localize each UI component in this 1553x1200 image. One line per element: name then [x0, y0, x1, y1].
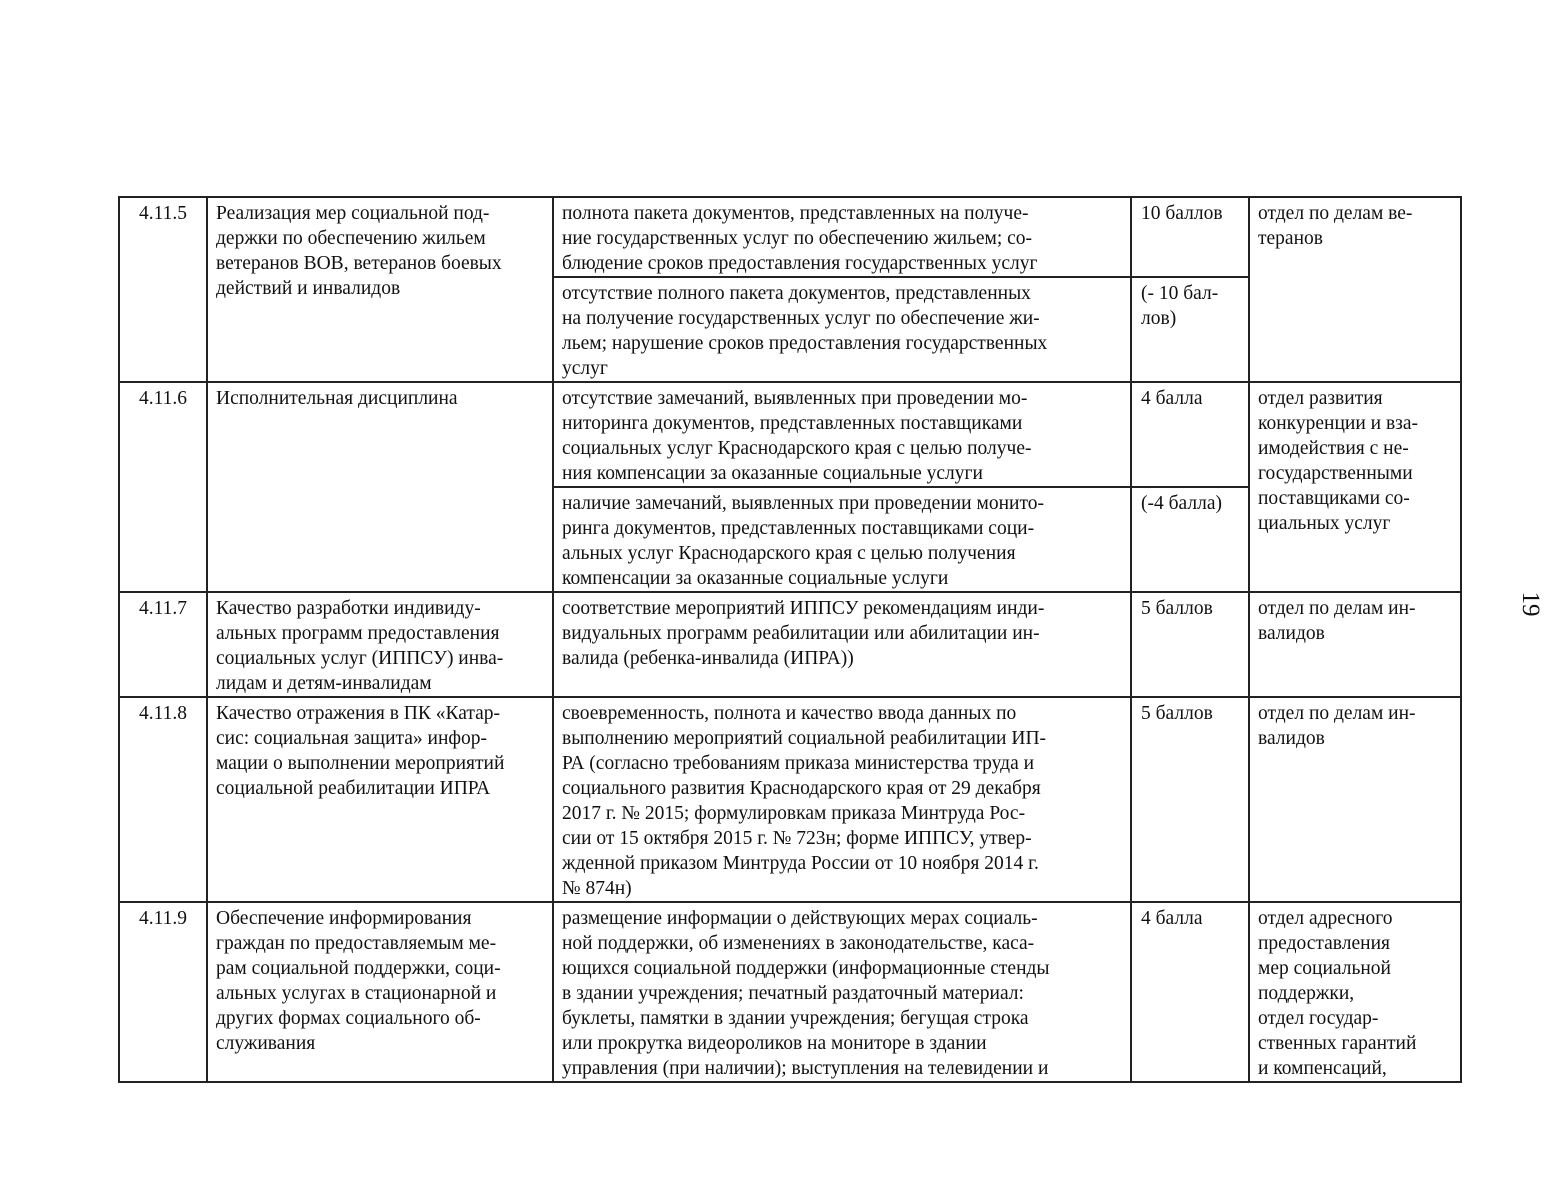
row-responsible: отдел развития конкуренции и вза- имодействия с не- государственными поставщиками со- циальных услуг: [1249, 382, 1461, 592]
row-responsible: отдел по делам ве- теранов: [1249, 197, 1461, 382]
row-points: 5 баллов: [1131, 592, 1249, 697]
row-criterion: полнота пакета документов, представленных на получе- ние государственных услуг по обеспечению жильем; со- блюдение сроков предоставления государственных услуг: [553, 197, 1131, 277]
row-points: (-4 балла): [1131, 487, 1249, 592]
row-indicator-name: Реализация мер социальной под- держки по обеспечению жильем ветеранов ВОВ, ветеранов боевых действий и инвалидов: [207, 197, 553, 382]
table-row: [119, 197, 1461, 277]
row-points: 10 баллов: [1131, 197, 1249, 277]
row-criterion: своевременность, полнота и качество ввода данных по выполнению мероприятий социальной реабилитации ИП- РА (согласно требованиям приказа министерства труда и социального развития Краснодарского края от 29 декабря 2017 г. № 2015; формулировкам приказа Минтруда Рос- сии от 15 октября 2015 г. № 723н; форме ИППСУ, утвер- жденной приказом Минтруда России от 10 ноября 2014 г. № 874н): [553, 697, 1131, 902]
row-code: 4.11.8: [119, 697, 207, 902]
row-responsible: отдел по делам ин- валидов: [1249, 697, 1461, 902]
criteria-table: [118, 196, 1462, 1083]
row-points: 4 балла: [1131, 382, 1249, 487]
row-points: 5 баллов: [1131, 697, 1249, 902]
row-responsible: отдел адресного предоставления мер социальной поддержки, отдел государ- ственных гарантий и компенсаций,: [1249, 902, 1461, 1082]
table-row: [119, 382, 1461, 487]
row-code: 4.11.5: [119, 197, 207, 382]
row-code: 4.11.7: [119, 592, 207, 697]
page-number: 19: [1517, 591, 1544, 617]
row-indicator-name: Обеспечение информирования граждан по предоставляемым ме- рам социальной поддержки, соци- альных услугах в стационарной и других формах социального об- служивания: [207, 902, 553, 1082]
table-row: [119, 592, 1461, 697]
row-points: (- 10 бал- лов): [1131, 277, 1249, 382]
table-row: [119, 697, 1461, 902]
row-code: 4.11.6: [119, 382, 207, 592]
row-indicator-name: Исполнительная дисциплина: [207, 382, 553, 592]
table-row: [119, 902, 1461, 1082]
row-indicator-name: Качество разработки индивиду- альных программ предоставления социальных услуг (ИППСУ) инва- лидам и детям-инвалидам: [207, 592, 553, 697]
row-criterion: наличие замечаний, выявленных при проведении монито- ринга документов, представленных поставщиками соци- альных услуг Краснодарского края с целью получения компенсации за оказанные социальные услуги: [553, 487, 1131, 592]
row-responsible: отдел по делам ин- валидов: [1249, 592, 1461, 697]
row-indicator-name: Качество отражения в ПК «Катар- сис: социальная защита» инфор- мации о выполнении мероприятий социальной реабилитации ИПРА: [207, 697, 553, 902]
row-criterion: размещение информации о действующих мерах социаль- ной поддержки, об изменениях в законодательстве, каса- ющихся социальной поддержки (информационные стенды в здании учреждения; печатный раздаточный материал: буклеты, памятки в здании учреждения; бегущая строка или прокрутка видеороликов на мониторе в здании управления (при наличии); выступления на телевидении и: [553, 902, 1131, 1082]
row-criterion: отсутствие полного пакета документов, представленных на получение государственных услуг по обеспечение жи- льем; нарушение сроков предоставления государственных услуг: [553, 277, 1131, 382]
row-code: 4.11.9: [119, 902, 207, 1082]
row-criterion: отсутствие замечаний, выявленных при проведении мо- ниторинга документов, представленных поставщиками социальных услуг Краснодарского края с целью получе- ния компенсации за оказанные социальные услуги: [553, 382, 1131, 487]
row-criterion: соответствие мероприятий ИППСУ рекомендациям инди- видуальных программ реабилитации или абилитации ин- валида (ребенка-инвалида (ИПРА)): [553, 592, 1131, 697]
row-points: 4 балла: [1131, 902, 1249, 1082]
